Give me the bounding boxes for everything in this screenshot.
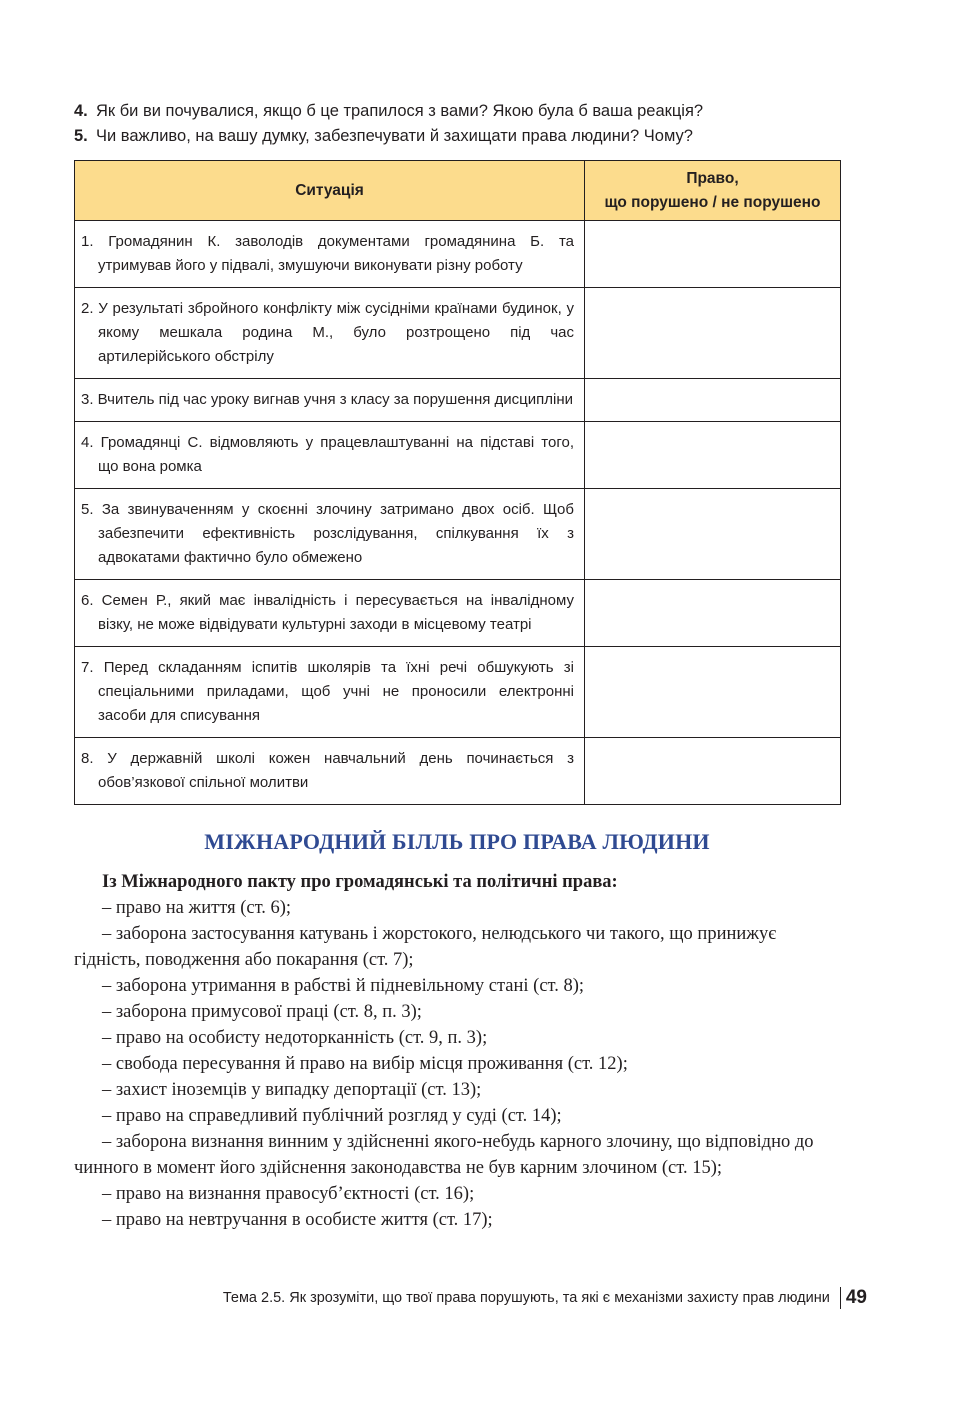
question-text: Як би ви почувалися, якщо б це трапилося з вами? Якою була б ваша реакція? — [96, 102, 704, 120]
list-item: – свобода пересування й право на вибір місця проживання (ст. 12); — [102, 1054, 628, 1074]
table-row — [75, 489, 841, 580]
questions-list — [74, 99, 854, 149]
situation-cell — [75, 580, 585, 647]
situation-cell — [75, 489, 585, 580]
situation-text: 4. Громадянці С. відмовляють у працевлаштуванні на підставі того, що вона ромка — [81, 434, 574, 475]
situation-cell — [75, 647, 585, 738]
table-row — [75, 379, 841, 422]
page-number: 49 — [845, 1287, 867, 1309]
list-item: – право на невтручання в особисте життя (ст. 17); — [102, 1210, 493, 1230]
question-text: Чи важливо, на вашу думку, забезпечувати й захищати права людини? Чому? — [96, 127, 693, 145]
list-item: – право на життя (ст. 6); — [102, 898, 292, 918]
footer-topic: Тема 2.5. Як зрозуміти, що твої права порушують, та які є механізми захисту прав людини — [222, 1290, 830, 1306]
situation-text: 8. У державній школі кожен навчальний день починається з обов’язкової спільної молитви — [81, 750, 574, 791]
situation-text: 2. У результаті збройного конфлікту між сусідніми країнами будинок, у якому мешкала родина М., було розтрощено під час артилерійського обстрілу — [81, 300, 574, 365]
list-item: – право на визнання правосуб’єктності (ст. 16); — [102, 1184, 475, 1204]
list-item: – заборона примусової праці (ст. 8, п. 3); — [102, 1002, 422, 1022]
question-number: 5. — [74, 127, 88, 145]
table-row — [75, 738, 841, 805]
answer-cell[interactable] — [585, 379, 841, 422]
list-item: – право на справедливий публічний розгляд у суді (ст. 14); — [102, 1106, 562, 1126]
list-item: – заборона застосування катувань і жорстокого, нелюдського чи такого, що принижує гідність, поводження або покарання (ст. 7); — [74, 924, 777, 970]
answer-cell[interactable] — [585, 489, 841, 580]
table-row — [75, 288, 841, 379]
table-row — [75, 422, 841, 489]
situation-cell — [75, 738, 585, 805]
table-header-row — [75, 161, 841, 221]
table-row — [75, 647, 841, 738]
list-item: – заборона утримання в рабстві й підневільному стані (ст. 8); — [102, 976, 585, 996]
situation-text: 6. Семен Р., який має інвалідність і пересувається на інвалідному візку, не може відвідувати культурні заходи в місцевому театрі — [81, 592, 574, 633]
table-row — [75, 221, 841, 288]
section-subtitle: Із Міжнародного пакту про громадянські та політичні права: — [102, 872, 618, 892]
answer-cell[interactable] — [585, 738, 841, 805]
page-footer — [0, 1285, 867, 1311]
footer-divider — [840, 1287, 841, 1309]
question-4 — [74, 99, 854, 124]
situation-text: 5. За звинуваченням у скоєнні злочину затримано двох осіб. Щоб забезпечити ефективність розслідування, спілкування їх з адвокатами фактично було обмежено — [81, 501, 574, 566]
list-item: – захист іноземців у випадку депортації (ст. 13); — [102, 1080, 482, 1100]
section-title: МІЖНАРОДНИЙ БІЛЛЬ ПРО ПРАВА ЛЮДИНИ — [204, 829, 710, 854]
list-item: – заборона визнання винним у здійсненні якого-небудь карного злочину, що відповідно до чинного в момент його здійснення законодавства не був карним злочином (ст. 15); — [74, 1132, 814, 1178]
situation-text: 3. Вчитель під час уроку вигнав учня з класу за порушення дисципліни — [81, 391, 574, 408]
situations-table — [74, 160, 841, 805]
situation-text: 1. Громадянин К. заволодів документами громадянина Б. та утримував його у підвалі, змушуючи виконувати різну роботу — [81, 233, 574, 274]
answer-cell[interactable] — [585, 647, 841, 738]
situation-cell — [75, 379, 585, 422]
header-right-line2: що порушено / не порушено — [604, 193, 821, 211]
situation-cell — [75, 422, 585, 489]
situation-cell — [75, 221, 585, 288]
answer-cell[interactable] — [585, 221, 841, 288]
question-number: 4. — [74, 102, 88, 120]
situation-text: 7. Перед складанням іспитів школярів та їхні речі обшукують зі спеціальними приладами, щоб учні не проносили електронні засоби для списування — [81, 659, 574, 724]
situation-cell — [75, 288, 585, 379]
answer-cell[interactable] — [585, 422, 841, 489]
rights-list — [74, 869, 824, 1233]
header-situation: Ситуація — [75, 161, 585, 221]
question-5 — [74, 124, 854, 149]
answer-cell[interactable] — [585, 288, 841, 379]
header-right-line1: Право, — [686, 169, 739, 187]
answer-cell[interactable] — [585, 580, 841, 647]
list-item: – право на особисту недоторканність (ст. 9, п. 3); — [102, 1028, 488, 1048]
header-right — [585, 161, 841, 221]
table-row — [75, 580, 841, 647]
